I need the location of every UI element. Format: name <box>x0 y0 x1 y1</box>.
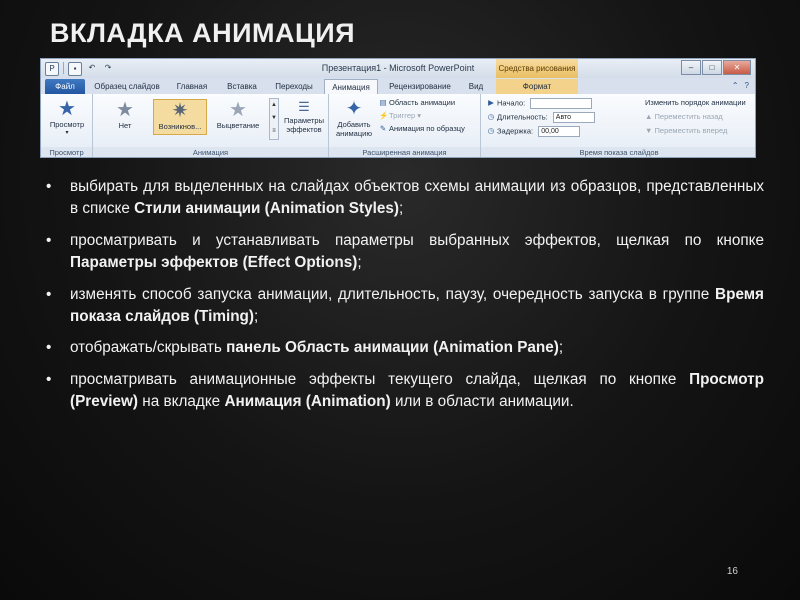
tab-file[interactable]: Файл <box>45 79 85 94</box>
duration-field[interactable]: Авто <box>553 112 595 123</box>
bullet-bold-text: Параметры эффектов (Effect Options) <box>70 254 358 272</box>
close-icon[interactable]: ✕ <box>723 60 751 75</box>
bullet-dot: • <box>46 339 52 357</box>
group-label-preview: Просмотр <box>41 147 92 158</box>
animation-pane-label: Область анимации <box>389 98 456 107</box>
undo-icon[interactable]: ↶ <box>88 63 96 72</box>
animation-pane-icon: ▤ <box>379 98 387 107</box>
animation-appear-label: Возникнов... <box>158 122 202 131</box>
clock-icon: ◷ <box>487 112 495 122</box>
redo-icon[interactable]: ↷ <box>104 63 112 72</box>
bullet-text: ; <box>558 339 564 357</box>
chevron-down-icon: ▾ <box>65 130 69 136</box>
bullet-dot: • <box>46 370 52 388</box>
minimize-ribbon-icon[interactable]: ⌃ <box>731 81 739 90</box>
group-timing <box>481 94 756 158</box>
effect-options-label: Параметры эффектов <box>284 116 324 134</box>
start-field[interactable] <box>530 98 592 109</box>
arrow-up-icon: ▲ <box>645 112 653 121</box>
tab-view[interactable]: Вид <box>468 82 484 91</box>
move-earlier-label: Переместить назад <box>654 112 723 121</box>
group-label-timing: Время показа слайдов <box>481 147 756 158</box>
window-titlebar <box>41 59 755 78</box>
animation-none[interactable] <box>101 99 149 135</box>
trigger-icon: ⚡ <box>379 111 389 120</box>
bullet-text: просматривать и устанавливать параметры выбранных эффектов, щелкая по кнопке <box>70 231 764 249</box>
trigger-button[interactable]: ⚡Триггер ▾ <box>379 111 422 120</box>
animation-fade[interactable] <box>211 99 265 135</box>
preview-button[interactable] <box>45 98 89 136</box>
duration-label: Длительность: <box>497 112 548 122</box>
trigger-label: Триггер <box>389 111 416 120</box>
start-label: Начало: <box>497 98 526 108</box>
delay-icon: ◷ <box>487 126 495 136</box>
group-label-animation: Анимация <box>93 147 328 158</box>
tab-insert[interactable]: Вставка <box>227 82 257 91</box>
bullet-item <box>46 230 764 275</box>
page-number: 16 <box>726 566 738 577</box>
group-animation <box>93 94 329 158</box>
bullet-dot: • <box>46 285 52 303</box>
bullet-item <box>46 369 764 414</box>
bullet-list <box>46 176 764 423</box>
tab-review[interactable]: Рецензирование <box>389 82 451 91</box>
ribbon-screenshot <box>40 58 756 158</box>
delay-field[interactable]: 00,00 <box>538 126 580 137</box>
bullet-bold-text: Анимация (Animation) <box>224 393 391 411</box>
ribbon-tabs <box>41 78 755 95</box>
move-later-button[interactable] <box>645 126 727 135</box>
bullet-text: на вкладке <box>138 393 225 411</box>
arrow-down-icon: ▼ <box>645 126 653 135</box>
bullet-item <box>46 176 764 221</box>
tab-animations[interactable]: Анимация <box>324 79 378 95</box>
context-tools-label: Средства рисования <box>496 59 578 78</box>
bullet-text: ; <box>398 200 404 218</box>
window-title: Презентация1 - Microsoft PowerPoint <box>321 63 475 73</box>
tab-transitions[interactable]: Переходы <box>275 82 313 91</box>
star-burst-icon: ✷ <box>171 100 189 122</box>
add-animation-button[interactable] <box>331 98 377 138</box>
maximize-icon[interactable]: □ <box>702 60 722 75</box>
delay-row <box>487 126 580 137</box>
reorder-label: Изменить порядок анимации <box>645 98 746 107</box>
star-fade-icon: ★ <box>229 99 247 121</box>
bullet-dot: • <box>46 178 52 195</box>
add-animation-label: Добавить анимацию <box>336 120 372 138</box>
window-controls <box>681 60 751 75</box>
star-icon: ★ <box>116 99 134 121</box>
bullet-text: просматривать анимационные эффекты текущего слайда, щелкая по кнопке <box>70 370 690 388</box>
ribbon-body <box>41 94 755 158</box>
bullet-item <box>46 284 764 329</box>
bullet-bold-text: Стили анимации (Animation Styles) <box>134 200 399 218</box>
animation-none-label: Нет <box>118 121 132 130</box>
bullet-text: или в области анимации. <box>390 393 574 411</box>
group-advanced-animation <box>329 94 481 158</box>
gallery-scroll[interactable]: ▲ ▼ ≡ <box>269 98 279 140</box>
bullet-text: выбирать для выделенных на слайдах объектов схемы анимации из образцов, представленных в списке <box>70 178 764 218</box>
bullet-bold-text: панель Область анимации (Animation Pane) <box>226 339 559 357</box>
animation-painter-label: Анимация по образцу <box>389 124 465 133</box>
effect-options-button[interactable] <box>281 98 327 134</box>
slide-title: ВКЛАДКА АНИМАЦИЯ <box>50 18 356 48</box>
move-later-label: Переместить вперед <box>654 126 728 135</box>
start-row <box>487 98 592 109</box>
bullet-bold-text: Просмотр (Preview) <box>70 370 764 411</box>
add-animation-icon: ✦ <box>345 98 363 120</box>
group-preview <box>41 94 93 158</box>
animation-fade-label: Выцветание <box>216 121 260 130</box>
bullet-bold-text: Время показа слайдов (Timing) <box>70 285 764 326</box>
tab-slide-master[interactable]: Образец слайдов <box>94 82 160 91</box>
save-icon[interactable]: ▪ <box>68 62 82 76</box>
help-icon[interactable]: ? <box>744 81 749 90</box>
bullet-text: отображать/скрывать <box>70 339 227 357</box>
move-earlier-button[interactable] <box>645 112 723 121</box>
bullet-item <box>46 337 764 359</box>
animation-appear[interactable] <box>153 99 207 135</box>
powerpoint-icon[interactable]: P <box>45 62 59 76</box>
animation-painter-button[interactable] <box>379 124 465 133</box>
group-label-advanced: Расширенная анимация <box>329 147 480 158</box>
animation-pane-button[interactable] <box>379 98 455 107</box>
bullet-text: изменять способ запуска анимации, длительность, паузу, очередность запуска в группе <box>70 285 716 303</box>
bullet-text: ; <box>357 254 362 272</box>
ribbon-tab-icons <box>732 81 749 90</box>
preview-star-icon: ★ <box>58 98 76 120</box>
minimize-icon[interactable]: – <box>681 60 701 75</box>
effect-options-icon: ☰ <box>298 99 310 114</box>
animation-painter-icon: ✎ <box>379 124 387 133</box>
preview-label: Просмотр <box>49 120 85 129</box>
bullet-dot: • <box>46 231 52 249</box>
tab-format[interactable]: Формат <box>496 79 578 94</box>
duration-row <box>487 112 595 123</box>
delay-label: Задержка: <box>497 126 534 136</box>
tab-home[interactable]: Главная <box>176 82 208 91</box>
bullet-text: ; <box>253 308 259 326</box>
start-icon: ▶ <box>488 98 494 108</box>
